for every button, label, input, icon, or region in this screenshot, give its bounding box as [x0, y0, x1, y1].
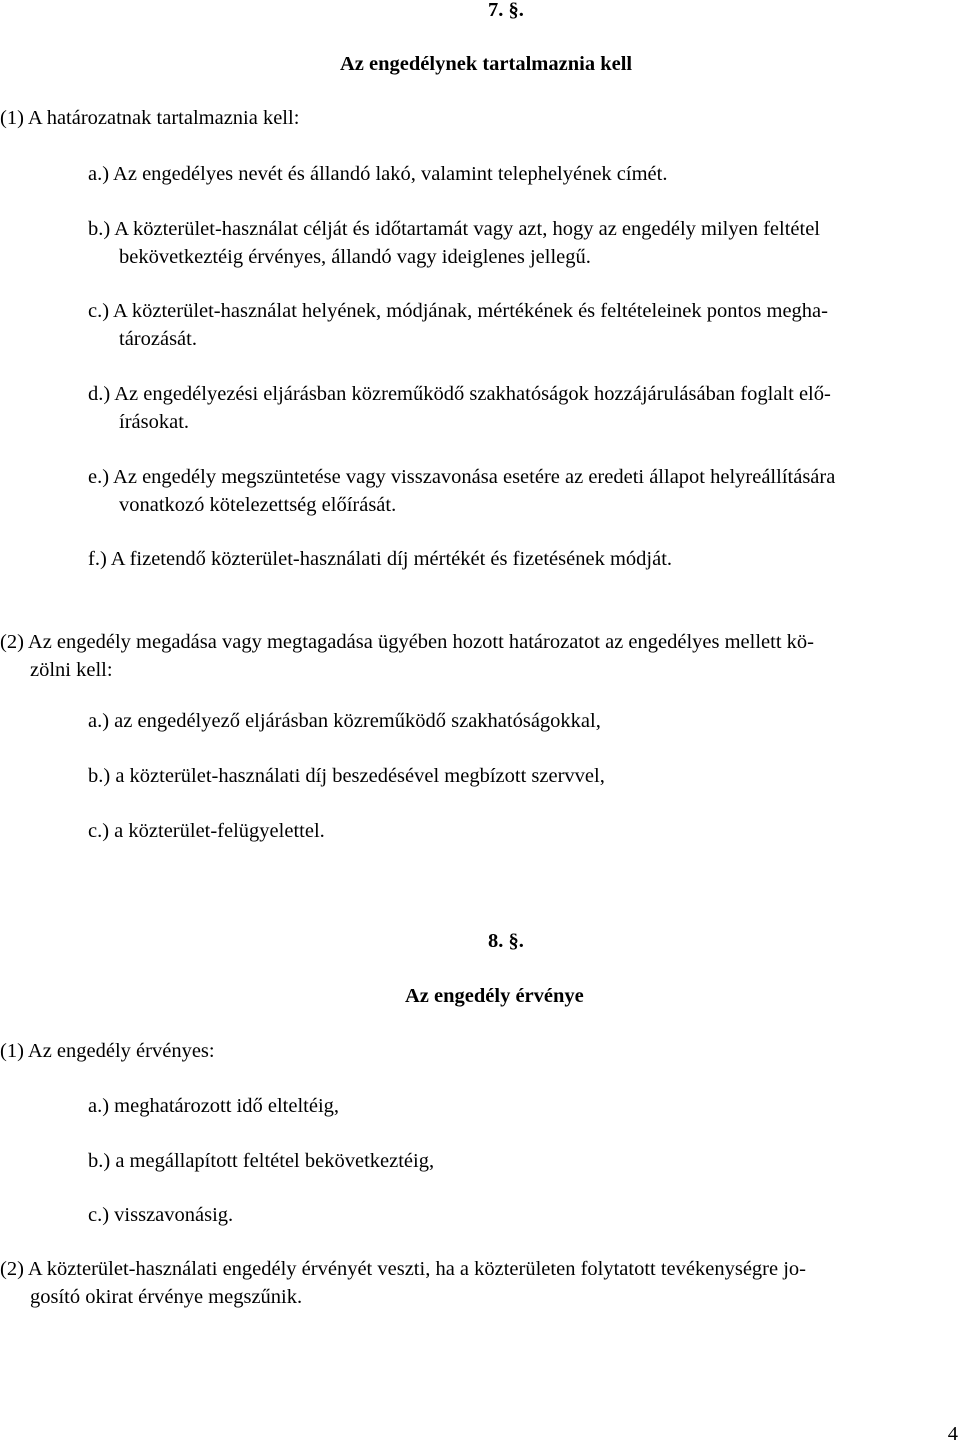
section-title: Az engedélynek tartalmaznia kell: [340, 53, 633, 75]
list-item-continuation: írásokat.: [119, 411, 190, 433]
paragraph-intro: (1) Az engedély érvényes:: [0, 1040, 215, 1062]
list-item: b.) a megállapított feltétel bekövetkeztéig,: [88, 1150, 435, 1172]
section-number: 7. §.: [488, 0, 524, 21]
page-number: 4: [947, 1423, 958, 1445]
paragraph-continuation: zölni kell:: [30, 659, 113, 681]
paragraph: (2) A közterület-használati engedély érvényét veszti, ha a közterületen folytatott tevékenységre jo-: [0, 1258, 806, 1280]
list-item-continuation: vonatkozó kötelezettség előírását.: [119, 494, 397, 516]
list-item: a.) meghatározott idő elteltéig,: [88, 1095, 340, 1117]
list-item: d.) Az engedélyezési eljárásban közreműködő szakhatóságok hozzájárulásában foglalt elő-: [88, 383, 831, 405]
list-item-continuation: tározását.: [119, 328, 197, 350]
list-item-continuation: bekövetkeztéig érvényes, állandó vagy ideiglenes jellegű.: [119, 246, 591, 268]
list-item: f.) A fizetendő közterület-használati díj mértékét és fizetésének módját.: [88, 548, 673, 570]
list-item: c.) a közterület-felügyelettel.: [88, 820, 325, 842]
paragraph-intro: (2) Az engedély megadása vagy megtagadása ügyében hozott határozatot az engedélyes mellett kö-: [0, 631, 814, 653]
list-item: b.) a közterület-használati díj beszedésével megbízott szervvel,: [88, 765, 605, 787]
list-item: c.) A közterület-használat helyének, módjának, mértékének és feltételeinek pontos megha-: [88, 300, 828, 322]
paragraph-continuation: gosító okirat érvénye megszűnik.: [30, 1286, 303, 1308]
list-item: c.) visszavonásig.: [88, 1204, 234, 1226]
list-item: a.) Az engedélyes nevét és állandó lakó, valamint telephelyének címét.: [88, 163, 668, 185]
section-number: 8. §.: [488, 930, 524, 952]
section-title: Az engedély érvénye: [405, 985, 584, 1007]
paragraph-intro: (1) A határozatnak tartalmaznia kell:: [0, 107, 300, 129]
list-item: e.) Az engedély megszüntetése vagy visszavonása esetére az eredeti állapot helyreállítására: [88, 466, 836, 488]
list-item: b.) A közterület-használat célját és időtartamát vagy azt, hogy az engedély milyen feltétel: [88, 218, 821, 240]
list-item: a.) az engedélyező eljárásban közreműködő szakhatóságokkal,: [88, 710, 601, 732]
